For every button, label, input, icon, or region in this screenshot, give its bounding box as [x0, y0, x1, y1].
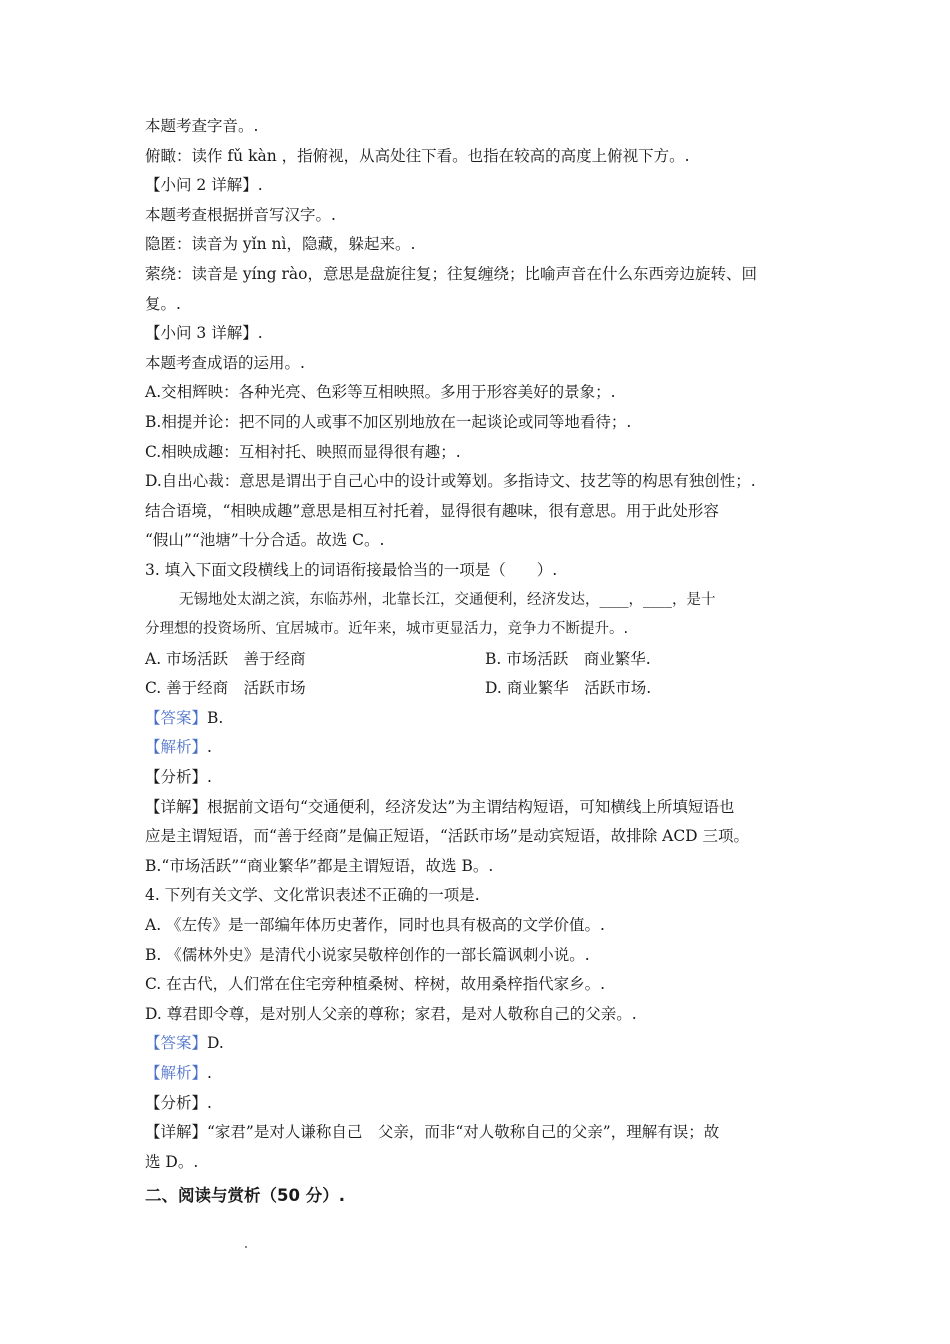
text-line: 萦绕：读音是 yíng rào，意思是盘旋往复；往复缠绕；比喻声音在什么东西旁边旋转、回 [145, 264, 757, 283]
analysis-end: . [207, 738, 212, 757]
option-c: C. 在古代，人们常在住宅旁种植桑树、梓树，故用桑梓指代家乡。. [145, 975, 606, 994]
analysis-line [145, 1059, 825, 1089]
question-3-passage: 无锡地处太湖之滨，东临苏州，北靠长江，交通便利，经济发达，____，____，是十 [179, 591, 716, 608]
fenxi-line: 【分析】. [145, 768, 212, 787]
question-3-options-row [145, 674, 825, 704]
analysis-tag: 【解析】 [145, 1064, 208, 1082]
question-3-passage: 分理想的投资场所、宜居城市。近年来，城市更显活力，竞争力不断提升。. [145, 621, 629, 638]
question-4-stem: 4. 下列有关文学、文化常识表述不正确的一项是. [145, 886, 480, 905]
text-line: 俯瞰：读作 fǔ kàn ，指俯视，从高处往下看。也指在较高的高度上俯视下方。. [145, 146, 690, 165]
option-d: D. 尊君即令尊，是对别人父亲的尊称；家君，是对人敬称自己的父亲。. [145, 1004, 637, 1023]
text-line: “假山”“池塘”十分合适。故选 C。. [145, 531, 385, 550]
text-line: 【小问 3 详解】. [145, 324, 263, 343]
detail-line: 【详解】根据前文语句“交通便利，经济发达”为主谓结构短语，可知横线上所填短语也 [145, 797, 735, 816]
analysis-end: . [207, 1064, 212, 1082]
text-line: A.交相辉映：各种光亮、色彩等互相映照。多用于形容美好的景象；. [145, 383, 616, 402]
option-a: A. 《左传》是一部编年体历史著作，同时也具有极高的文学价值。. [145, 916, 605, 935]
text-line: 【小问 2 详解】. [145, 176, 263, 195]
answer-line [145, 704, 825, 734]
analysis-tag: 【解析】 [145, 738, 208, 757]
text-line: 复。. [145, 294, 181, 313]
option-b: B. 《儒林外史》是清代小说家吴敬梓创作的一部长篇讽刺小说。. [145, 945, 590, 964]
option-d: D. 商业繁华 活跃市场. [485, 679, 652, 698]
stray-dot [245, 1246, 247, 1248]
detail-line: 应是主谓短语，而“善于经商”是偏正短语，“活跃市场”是动宾短语，故排除 ACD 三项。 [145, 827, 750, 846]
option-b: B. 市场活跃 商业繁华. [485, 649, 651, 668]
option-c: C. 善于经商 活跃市场 [145, 679, 306, 698]
answer-tag: 【答案】 [145, 1034, 208, 1053]
answer-value: D. [207, 1034, 224, 1053]
text-line: 隐匿：读音为 yǐn nì，隐藏，躲起来。. [145, 235, 416, 254]
analysis-line [145, 733, 825, 763]
answer-value: B. [207, 708, 224, 727]
answer-line [145, 1029, 825, 1059]
text-line: B.相提并论：把不同的人或事不加区别地放在一起谈论或同等地看待；. [145, 412, 632, 431]
fenxi-line: 【分析】. [145, 1093, 212, 1112]
text-line: D.自出心裁：意思是谓出于自己心中的设计或筹划。多指诗文、技艺等的构思有独创性；. [145, 472, 756, 491]
question-3-options-row [145, 645, 825, 675]
document-page [145, 112, 825, 1211]
text-line: C.相映成趣：互相衬托、映照而显得很有趣；. [145, 442, 461, 461]
detail-line: B.“市场活跃”“商业繁华”都是主谓短语，故选 B。. [145, 856, 494, 875]
text-line: 本题考查根据拼音写汉字。. [145, 205, 336, 224]
text-line: 本题考查成语的运用。. [145, 353, 305, 372]
detail-line: 选 D。. [145, 1152, 199, 1171]
answer-tag: 【答案】 [145, 708, 208, 727]
question-3-stem: 3. 填入下面文段横线上的词语衔接最恰当的一项是（ ）. [145, 560, 558, 579]
section-heading: 二、阅读与赏析（50 分）. [145, 1186, 345, 1206]
text-line: 本题考查字音。. [145, 117, 259, 135]
text-line: 结合语境，“相映成趣”意思是相互衬托着，显得很有趣味，很有意思。用于此处形容 [145, 501, 719, 520]
option-a: A. 市场活跃 善于经商 [145, 649, 306, 668]
detail-line: 【详解】“家君”是对人谦称自己 父亲，而非“对人敬称自己的父亲”，理解有误；故 [145, 1123, 720, 1142]
